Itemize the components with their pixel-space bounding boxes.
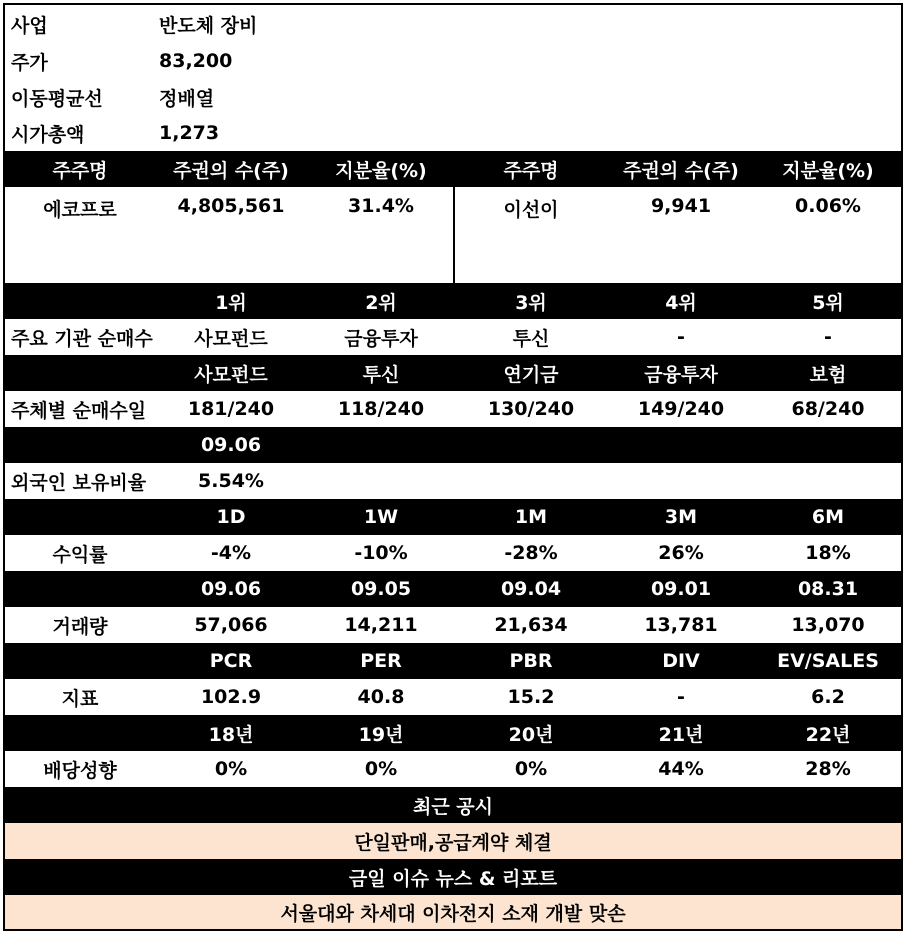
net-days-value: 68/240 [791,398,865,420]
shareholder-shares: 4,805,561 [177,195,285,217]
dividend-year: 18년 [208,723,254,746]
net-days-value: 118/240 [337,398,425,420]
news-title: 금일 이슈 뉴스 & 리포트 [348,867,558,890]
shareholder-header: 지분율(%) [335,159,427,182]
net-days-header: 보험 [809,363,847,386]
indicator-value: 6.2 [811,686,845,708]
institution-value-row [5,319,901,355]
net-days-header: 투신 [362,363,400,386]
dividend-label: 배당성향 [43,759,117,782]
price-label: 주가 [11,51,48,74]
institution-value: - [824,326,832,348]
business-value: 반도체 장비 [159,14,258,37]
net-days-header: 연기금 [503,363,559,386]
net-days-header-row [5,355,901,391]
mcap-value: 1,273 [159,122,220,144]
indicator-value-row [5,679,901,715]
foreign-value: 5.54% [198,470,264,492]
returns-header: 3M [664,506,698,528]
indicator-value: - [677,686,685,708]
shareholder-pct: 0.06% [795,195,861,217]
institution-label: 주요 기관 순매수 [11,327,153,350]
returns-label: 수익률 [52,543,108,566]
rank-header: 3위 [515,291,547,314]
indicator-value: 15.2 [507,686,555,708]
returns-header: 1W [363,506,399,528]
shareholder-data-row [5,187,901,283]
column-divider [453,187,455,283]
shareholder-header-row [5,151,901,187]
news-title-row [5,859,901,895]
foreign-value-row [5,463,901,499]
net-days-label: 주체별 순매수일 [11,399,147,422]
rank-header: 4위 [665,291,697,314]
institution-rank-row [5,283,901,319]
institution-value: - [677,326,685,348]
volume-value-row [5,607,901,643]
price-value: 83,200 [159,50,233,72]
institution-value: 금융투자 [344,327,418,350]
dividend-year: 20년 [508,723,554,746]
mcap-label: 시가총액 [11,123,85,146]
returns-value: 18% [805,542,851,564]
dividend-year: 22년 [805,723,851,746]
indicator-header-row [5,643,901,679]
returns-header: 6M [811,506,845,528]
disclosure-title-row [5,787,901,823]
disclosure-item-row [5,823,901,859]
dividend-value: 44% [658,758,704,780]
shareholder-name: 이선이 [503,199,559,221]
net-days-header: 금융투자 [644,363,718,386]
info-row-ma [5,79,901,115]
dividend-year: 21년 [658,723,704,746]
indicator-value: 40.8 [357,686,405,708]
institution-value: 사모펀드 [194,327,268,350]
rank-header: 5위 [812,291,844,314]
shareholder-header: 주권의 수(주) [173,159,289,182]
dividend-value: 0% [364,758,398,780]
indicator-header: PCR [209,650,253,672]
dividend-value: 28% [805,758,851,780]
returns-value: -28% [504,542,558,564]
business-label: 사업 [11,14,48,37]
info-row-price [5,43,901,79]
shareholder-pct: 31.4% [348,195,414,217]
volume-label: 거래량 [52,615,108,638]
volume-date: 09.04 [500,578,562,600]
shareholder-shares: 9,941 [650,195,712,217]
info-row-mcap [5,115,901,151]
dividend-header-row [5,715,901,751]
indicator-header: PER [360,650,402,672]
rank-header: 1위 [215,291,247,314]
disclosure-item[interactable]: 단일판매,공급계약 체결 [354,831,552,854]
rank-header: 2위 [365,291,397,314]
dividend-value-row [5,751,901,787]
shareholder-name: 에코프로 [43,199,117,221]
returns-value-row [5,535,901,571]
indicator-label: 지표 [61,687,99,710]
volume-value: 57,066 [194,614,268,636]
net-days-value: 149/240 [637,398,725,420]
indicator-header: PBR [509,650,553,672]
returns-header: 1D [216,506,246,528]
returns-value: 26% [658,542,704,564]
info-row-business [5,5,901,43]
shareholder-header: 주권의 수(주) [623,159,739,182]
foreign-date: 09.06 [200,434,262,456]
indicator-header: EV/SALES [777,650,879,672]
volume-date: 09.05 [350,578,412,600]
returns-header-row [5,499,901,535]
dividend-value: 0% [214,758,248,780]
indicator-value: 102.9 [200,686,262,708]
disclosure-title: 최근 공시 [412,795,494,818]
news-item-row [5,895,901,929]
volume-date: 09.06 [200,578,262,600]
net-days-value: 181/240 [187,398,275,420]
returns-header: 1M [514,506,548,528]
returns-value: -10% [354,542,408,564]
net-days-value: 130/240 [487,398,575,420]
volume-header-row [5,571,901,607]
dividend-year: 19년 [358,723,404,746]
net-days-value-row [5,391,901,427]
dividend-value: 0% [514,758,548,780]
ma-value: 정배열 [159,87,215,110]
institution-value: 투신 [512,327,550,350]
foreign-header-row [5,427,901,463]
indicator-header: DIV [662,650,700,672]
stock-summary-sheet [3,3,903,931]
shareholder-header: 주주명 [503,159,559,182]
volume-value: 13,781 [644,614,718,636]
shareholder-header: 주주명 [52,159,108,182]
volume-value: 21,634 [494,614,568,636]
returns-value: -4% [210,542,252,564]
net-days-header: 사모펀드 [194,363,268,386]
ma-label: 이동평균선 [11,87,103,110]
volume-value: 13,070 [791,614,865,636]
foreign-label: 외국인 보유비율 [11,471,147,494]
volume-date: 09.01 [650,578,712,600]
shareholder-header: 지분율(%) [782,159,874,182]
news-item[interactable]: 서울대와 차세대 이차전지 소재 개발 맞손 [280,902,626,925]
volume-value: 14,211 [344,614,418,636]
volume-date: 08.31 [797,578,859,600]
